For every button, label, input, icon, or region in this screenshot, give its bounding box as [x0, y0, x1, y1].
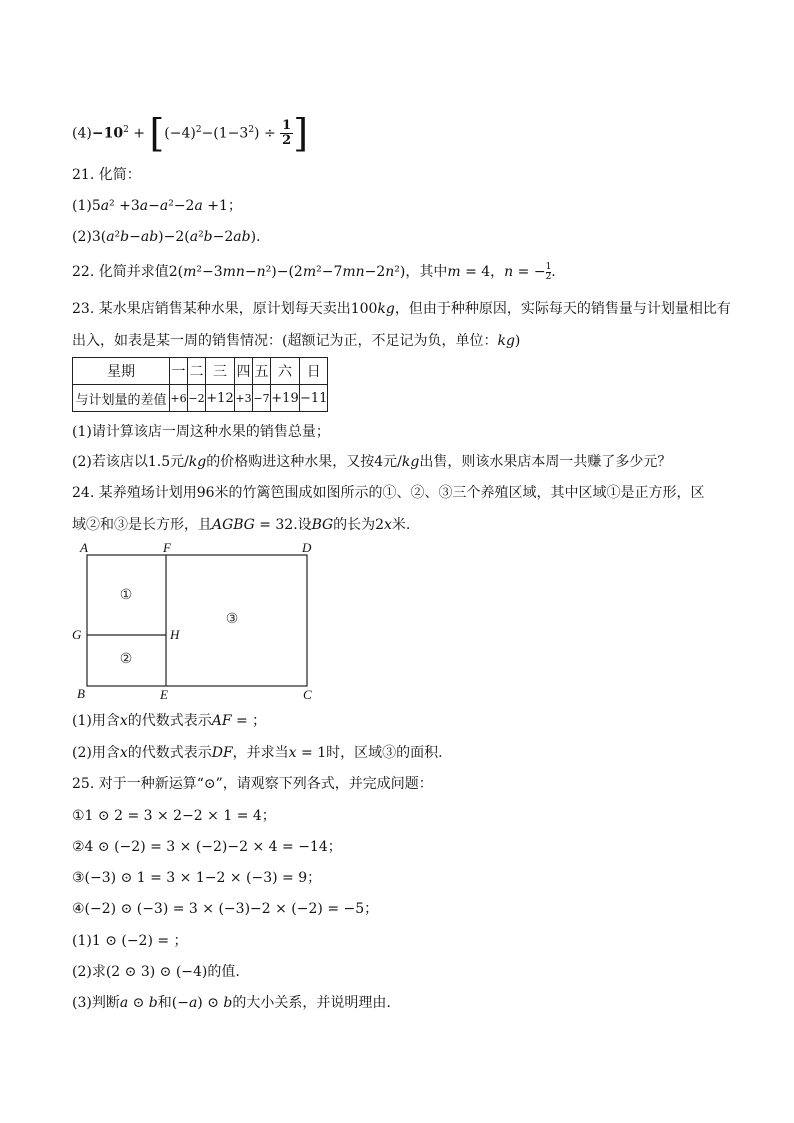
q20-4-inner-b-exp: 2	[248, 125, 255, 135]
q21-part2: (2)3(𝑎²𝑏−𝑎𝑏)−2(𝑎²𝑏−2𝑎𝑏).	[72, 229, 261, 245]
region-label-1: ①	[119, 588, 133, 603]
table-cell: +19	[271, 385, 300, 412]
q22-line	[72, 262, 556, 282]
q20-4-label: (4)	[72, 125, 92, 142]
point-label-f: F	[163, 540, 171, 555]
region-label-2: ②	[119, 652, 133, 667]
q25-example1: ①1 ⊙ 2 = 3 × 2−2 × 1 = 4；	[72, 808, 276, 824]
q20-4-lead: −10	[91, 125, 124, 142]
q25-example4: ④(−2) ⊙ (−3) = 3 × (−3)−2 × (−2) = −5；	[72, 901, 379, 917]
q20-4-lead-exp: 2	[123, 125, 129, 135]
table-header-cell: 五	[253, 358, 271, 385]
table-cell: −7	[253, 385, 271, 412]
q20-4-inner-b: −(1−3	[201, 125, 249, 142]
q20-4-inner-a: (−4)	[164, 125, 196, 142]
q25-title: 25. 对于一种新运算“⊙”，请观察下列各式，并完成问题：	[72, 776, 433, 792]
table-cell: +12	[206, 385, 235, 412]
q22-text-a: 22. 化简并求值2(𝑚²−3𝑚𝑛−𝑛²)−(2𝑚²−7𝑚𝑛−2𝑛²)，其中𝑚 = 4，𝑛 = −	[72, 264, 546, 280]
fraction-denominator: 2	[545, 271, 552, 282]
q20-4-inner-b-close: ) ÷	[254, 125, 276, 142]
table-cell: +6	[170, 385, 188, 412]
q25-example2: ②4 ⊙ (−2) = 3 × (−2)−2 × 4 = −14；	[72, 839, 342, 855]
q25-part3: (3)判断𝑎 ⊙ 𝑏和(−𝑎) ⊙ 𝑏的大小关系，并说明理由.	[72, 995, 391, 1011]
q20-4-fraction	[280, 119, 293, 148]
table-cell: −2	[188, 385, 206, 412]
left-bracket: [	[149, 111, 165, 156]
q23-part1: (1)请计算该店一周这种水果的销售总量；	[72, 424, 330, 440]
point-label-b: B	[77, 686, 85, 701]
fraction-numerator: 1	[282, 118, 292, 134]
point-label-d: D	[302, 540, 312, 555]
region-label-3: ③	[225, 612, 239, 627]
sales-diff-table	[72, 357, 328, 412]
point-label-a: A	[80, 540, 88, 555]
point-label-g: G	[72, 627, 82, 642]
q25-part2: (2)求(2 ⊙ 3) ⊙ (−4)的值.	[72, 964, 240, 980]
q24-part1: (1)用含𝑥的代数式表示𝐴𝐹 = ；	[72, 713, 267, 729]
q20-4-expression	[72, 111, 309, 156]
q24-line1: 24. 某养殖场计划用96米的竹篱笆围成如图所示的①、②、③三个养殖区域，其中区域①是正方形，区	[72, 485, 705, 501]
q20-4-inner-a-exp: 2	[195, 125, 202, 135]
table-header-cell: 一	[170, 358, 188, 385]
fence-diagram	[60, 535, 340, 707]
point-label-e: E	[160, 687, 168, 702]
q21-part1: (1)5𝑎² +3𝑎−𝑎²−2𝑎 +1；	[72, 198, 242, 214]
q23-line2: 出入，如表是某一周的销售情况：(超额记为正，不足记为负，单位：𝑘𝑔)	[72, 333, 521, 349]
table-header-cell: 星期	[73, 358, 170, 385]
table-header-cell: 三	[206, 358, 235, 385]
table-header-cell: 六	[271, 358, 300, 385]
table-cell: −11	[300, 385, 328, 412]
fraction-denominator: 2	[282, 133, 292, 149]
table-cell: 与计划量的差值	[73, 385, 170, 412]
table-row	[73, 385, 328, 412]
fraction-numerator: 1	[545, 261, 552, 272]
right-bracket: ]	[293, 111, 309, 156]
q24-line2: 域②和③是长方形，且𝐴𝐺𝐵𝐺 = 32.设𝐵𝐺的长为2𝑥米.	[72, 517, 411, 533]
table-header-cell: 四	[235, 358, 253, 385]
table-header-row	[73, 358, 328, 385]
q25-example3: ③(−3) ⊙ 1 = 3 × 1−2 × (−3) = 9；	[72, 870, 322, 886]
q25-part1: (1)1 ⊙ (−2) = ；	[72, 933, 188, 949]
q20-4-plus: +	[133, 125, 145, 142]
point-label-c: C	[303, 687, 312, 702]
table-header-cell: 二	[188, 358, 206, 385]
q23-part2: (2)若该店以1.5元/𝑘𝑔的价格购进这种水果，又按4元/𝑘𝑔出售，则该水果店本周一共赚了多少元？	[72, 454, 672, 470]
table-header-cell: 日	[300, 358, 328, 385]
q22-text-b: .	[551, 264, 556, 280]
q21-title: 21. 化简：	[72, 167, 141, 183]
q23-line1: 23. 某水果店销售某种水果，原计划每天卖出100𝑘𝑔，但由于种种原因，实际每天的销售量与计划量相比有	[72, 301, 731, 317]
q24-part2: (2)用含𝑥的代数式表示𝐷𝐹，并求当𝑥 = 1时，区域③的面积.	[72, 745, 443, 761]
table-cell: +3	[235, 385, 253, 412]
point-label-h: H	[170, 627, 180, 642]
